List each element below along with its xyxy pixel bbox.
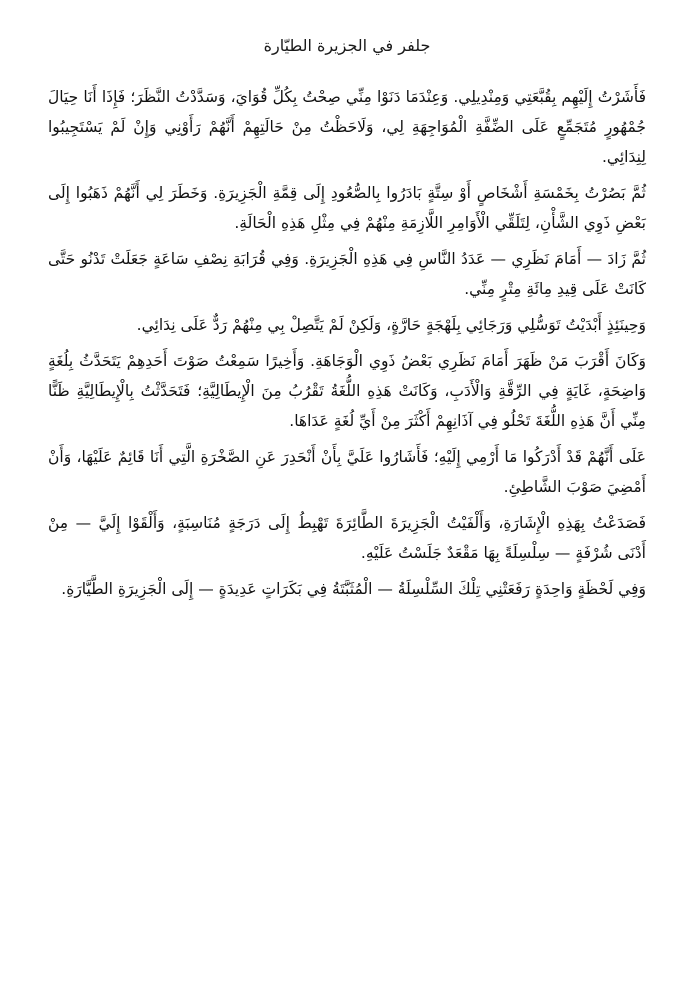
page-body [48, 82, 646, 610]
paragraph: ثُمَّ بَصُرْتُ بِخَمْسَةِ أَشْخَاصٍ أَوْ سِتَّةٍ بَادَرُوا بِالصُّعُودِ إِلَى قِمَّةِ الْجَزِيرَةِ. وَخَطَرَ لِي أَنَّهُمْ ذَهَبُوا إِلَى بَعْضِ ذَوِي الشَّأْنِ، لِتَلَقِّي الْأَوَامِرِ اللَّازِمَةِ مِنْهُمْ فِي مِثْلِ هَذِهِ الْحَالَةِ. [48, 184, 646, 232]
paragraph: فَصَدَعْتُ بِهَذِهِ الْإِشَارَةِ، وَأَلْفَيْتُ الْجَزِيرَةَ الطَّائِرَةَ تَهْبِطُ إِلَى دَرَجَةٍ مُنَاسِبَةٍ، وَأَلْقَوْا إِلَيَّ — مِنْ أَدْنَى شُرْفَةٍ — سِلْسِلَةً بِهَا مَقْعَدٌ جَلَسْتُ عَلَيْهِ. [48, 514, 646, 562]
paragraph: عَلَى أَنَّهُمْ قَدْ أَدْرَكُوا مَا أَرْمِي إِلَيْهِ؛ فَأَشَارُوا عَلَيَّ بِأَنْ أَنْحَدِرَ عَنِ الصَّخْرَةِ الَّتِي أَنَا قَائِمٌ عَلَيْهَا، وَأَنْ أَمْضِيَ صَوْبَ الشَّاطِئِ. [48, 448, 646, 496]
paragraph: فَأَشَرْتُ إِلَيْهِم بِقُبَّعَتِي وَمِنْدِيلِي. وَعِنْدَمَا دَنَوْا مِنِّي صِحْتُ بِكُلِّ قُوَايَ، وَسَدَّدْتُ النَّظَرَ؛ فَإِذَا أَنَا حِيَالَ جُمْهُورٍ مُتَجَمِّعٍ عَلَى الضِّفَّةِ الْمُوَاجِهَةِ لِي، وَلَاحَظْتُ مِنْ حَالَتِهِمْ أَنَّهُمْ رَأَوْنِي وَإِنْ لَمْ يَسْتَجِيبُوا لِنِدَائِي. [48, 88, 646, 166]
paragraph: وَكَانَ أَقْرَبَ مَنْ ظَهَرَ أَمَامَ نَظَرِي بَعْضُ ذَوِي الْوَجَاهَةِ. وَأَخِيرًا سَمِعْتُ صَوْتَ أَحَدِهِمْ يَتَحَدَّثُ بِلُغَةٍ وَاضِحَةٍ، غَايَةٍ فِي الرِّقَّةِ وَالْأَدَبِ، وَكَانَتْ هَذِهِ اللُّغَةُ تَقْرُبُ مِنَ الْإِيطَالِيَّةِ؛ فَتَحَدَّثْتُ بِالْإِيطَالِيَّةِ ظَنًّا مِنِّي أَنَّ هَذِهِ اللُّغَةَ تَحْلُو فِي آذَانِهِمْ أَكْثَرَ مِنْ أَيِّ لُغَةٍ عَدَاهَا. [48, 352, 646, 430]
running-title: جلفر في الجزيرة الطيّارة [263, 36, 431, 55]
paragraph: ثُمَّ زَادَ — أَمَامَ نَظَرِي — عَدَدُ النَّاسِ فِي هَذِهِ الْجَزِيرَةِ. وَفِي قُرَابَةِ نِصْفِ سَاعَةٍ جَعَلَتْ تَدْنُو حَتَّى كَانَتْ عَلَى قِيدِ مِائَةِ مِتْرٍ مِنِّي. [48, 250, 646, 298]
paragraph: وَفِي لَحْظَةٍ وَاحِدَةٍ رَفَعَتْنِي تِلْكَ السِّلْسِلَةُ — الْمُثَبَّتَةُ فِي بَكَرَاتٍ عَدِيدَةٍ — إِلَى الْجَزِيرَةِ الطَّيَّارَةِ. [61, 580, 646, 598]
paragraph: وَحِينَئِذٍ أَبْدَيْتُ تَوَسُّلِي وَرَجَائِي بِلَهْجَةٍ حَارَّةٍ، وَلَكِنْ لَمْ يَتَّصِلْ بِي مِنْهُمْ رَدٌّ عَلَى نِدَائِي. [136, 316, 646, 334]
